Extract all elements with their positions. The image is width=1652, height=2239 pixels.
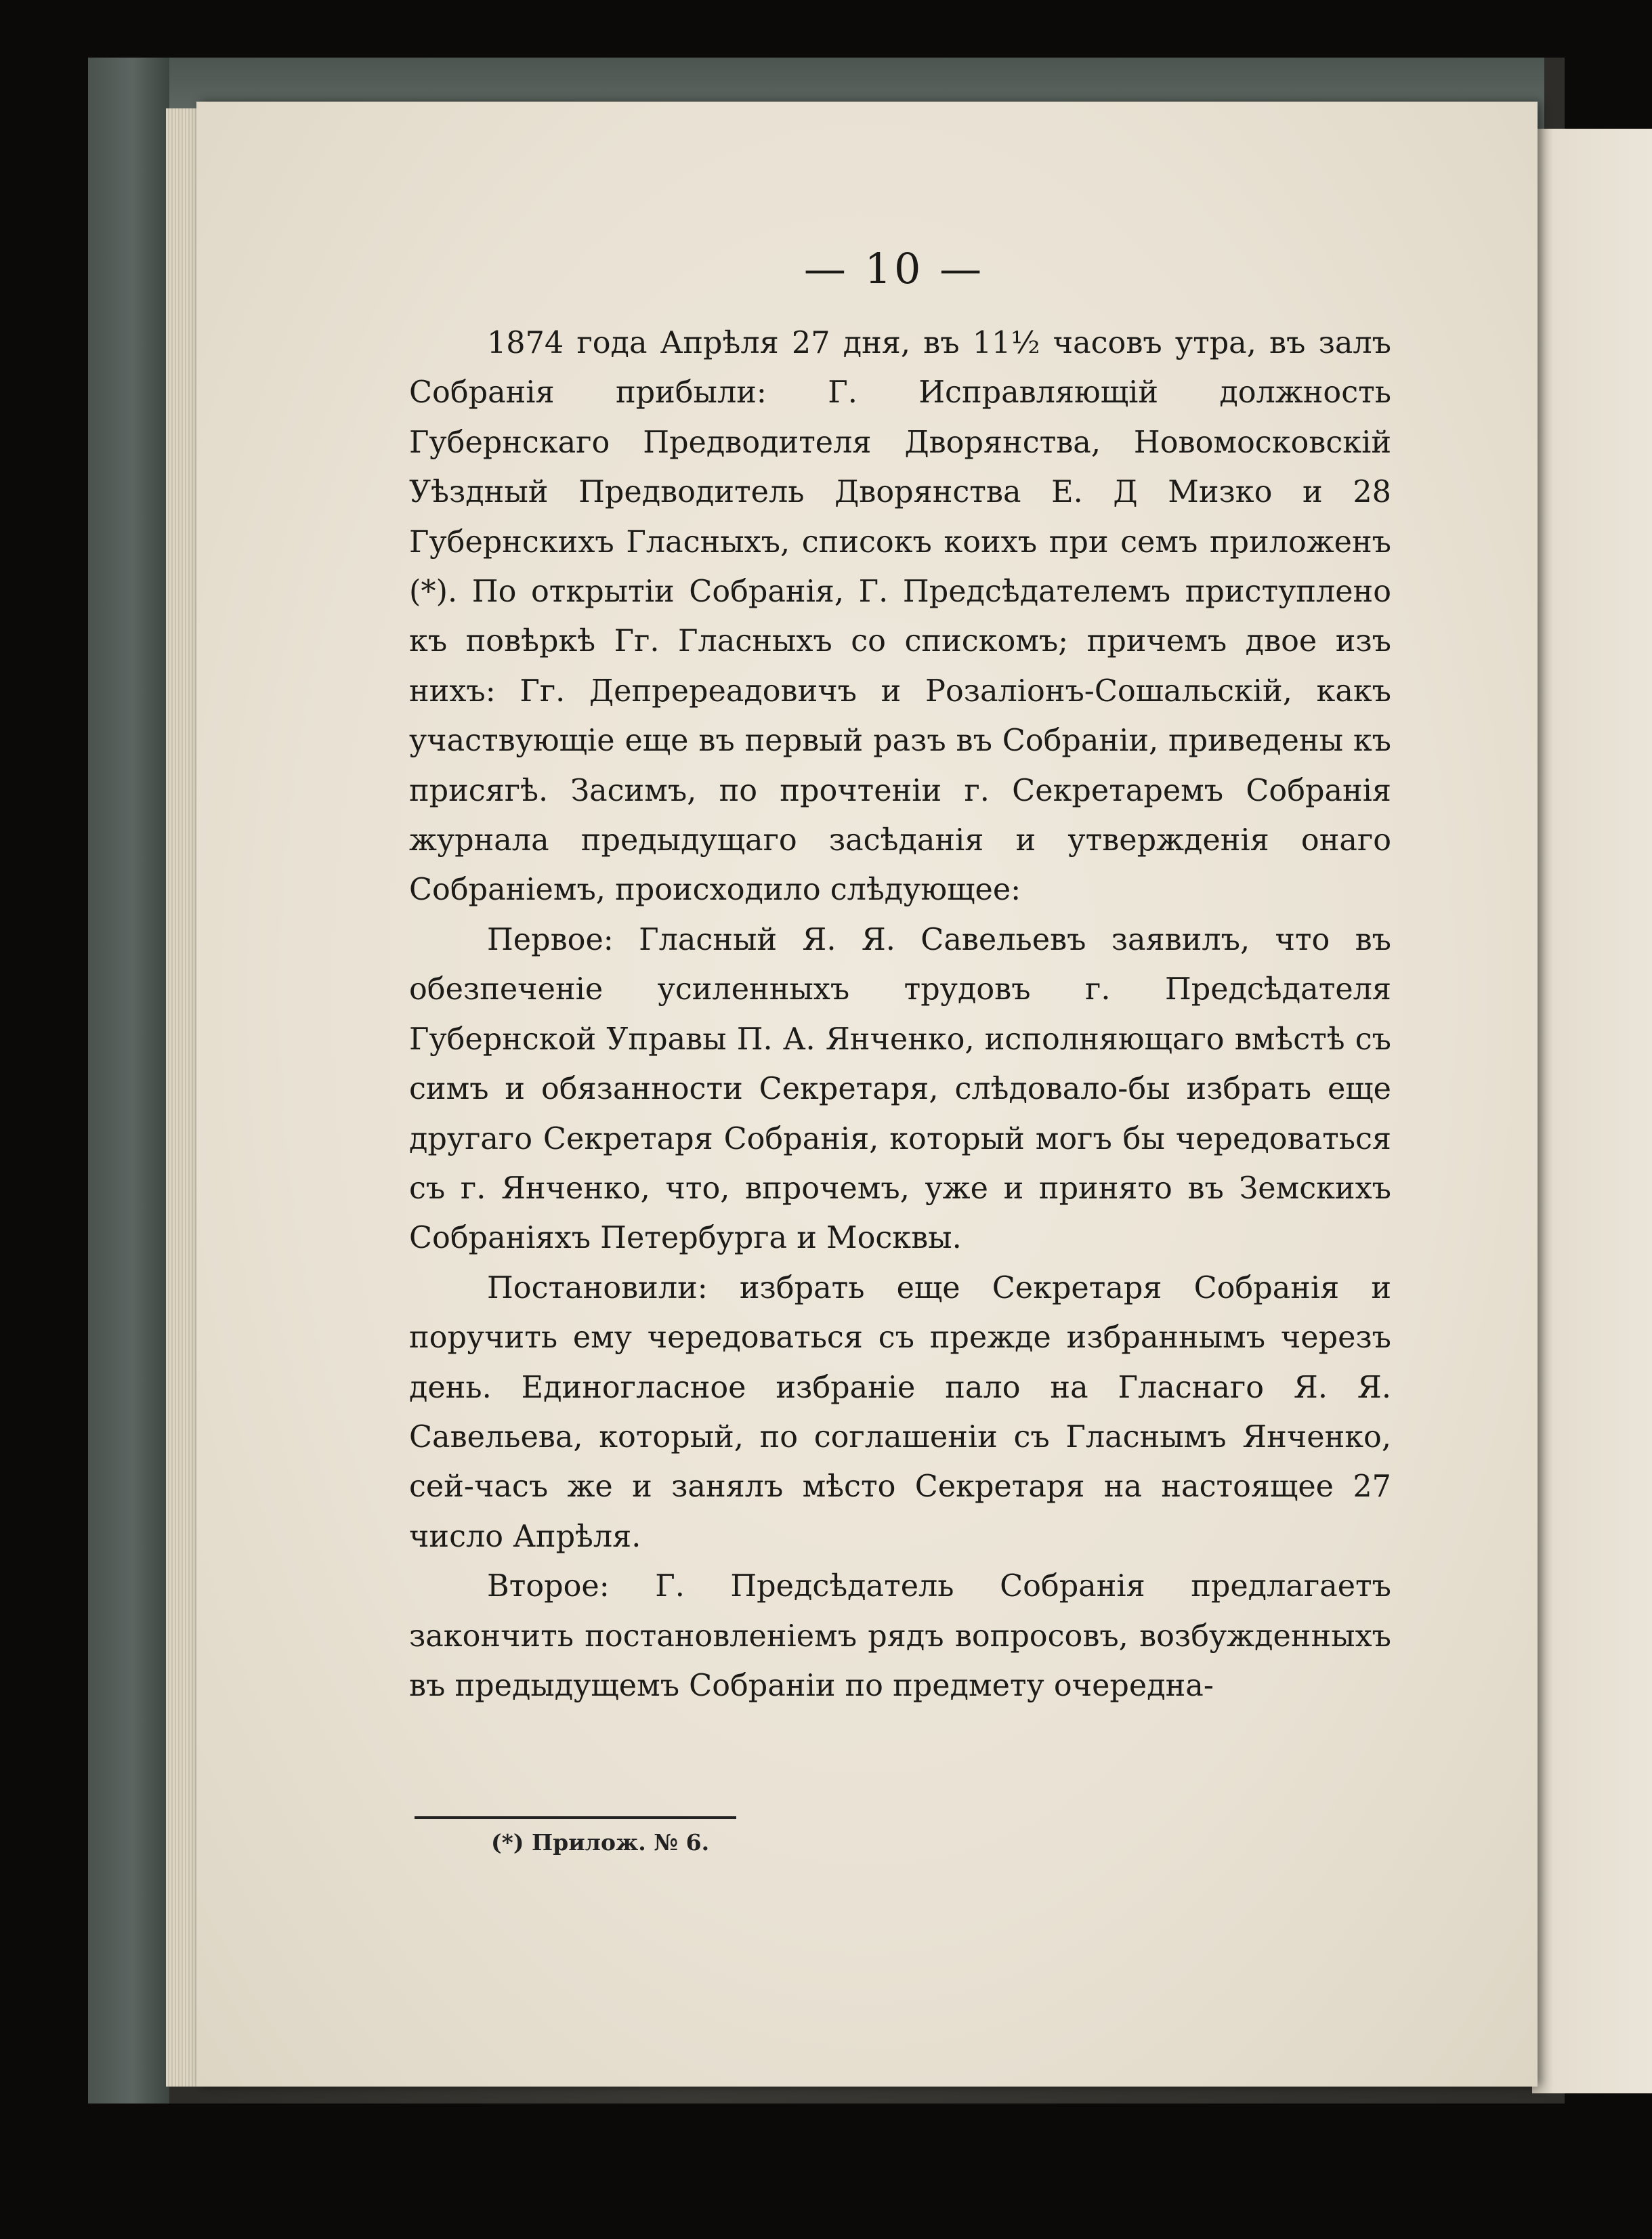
page-number: — 10 — — [803, 244, 985, 293]
footnote: (*) Прилож. № 6. — [491, 1829, 710, 1856]
adjacent-page-edge — [1532, 129, 1652, 2093]
body-text — [409, 318, 1391, 1711]
paragraph-first-item: Первое: Гласный Я. Я. Савельевъ заявилъ, что въ обезпеченіе усиленныхъ трудовъ г. Предсѣдателя Губернской Управы П. А. Янченко, исполняющаго вмѣстѣ съ симъ и обязанности Секретаря, слѣдовало-бы избрать еще другаго Секретаря Собранія, который могъ бы чередоваться съ г. Янченко, что, впрочемъ, уже и принято въ Земскихъ Собраніяхъ Петербурга и Москвы. — [409, 922, 1391, 1256]
paragraph-resolution: Постановили: избрать еще Секретаря Собранія и поручить ему чередоваться съ прежде избраннымъ черезъ день. Единогласное избраніе пало на Гласнаго Я. Я. Савельева, который, по соглашеніи съ Гласнымъ Янченко, сей-часъ же и занялъ мѣсто Секретаря на настоящее 27 число Апрѣля. — [409, 1270, 1391, 1554]
paragraph-opening: 1874 года Апрѣля 27 дня, въ 11½ часовъ утра, въ залъ Собранія прибыли: Г. Исправляющій должность Губернскаго Предводителя Дворянства, Новомосковскій Уѣздный Предводитель Дворянства Е. Д Мизко и 28 Губернскихъ Гласныхъ, списокъ коихъ при семъ приложенъ (*). По открытіи Собранія, Г. Предсѣдателемъ приступлено къ повѣркѣ Гг. Гласныхъ со спискомъ; причемъ двое изъ нихъ: Гг. Депререадовичъ и Розаліонъ-Сошальскій, какъ участвующіе еще въ первый разъ въ Собраніи, приведены къ присягѣ. Засимъ, по прочтеніи г. Секретаремъ Собранія журнала предыдущаго засѣданія и утвержденія онаго Собраніемъ, происходило слѣдующее: — [409, 326, 1391, 908]
paragraph-second-item: Второе: Г. Предсѣдатель Собранія предлагаетъ закончить постановленіемъ рядъ вопросовъ, возбужденныхъ въ предыдущемъ Собраніи по предмету очередна- — [409, 1569, 1391, 1703]
cover-edge — [88, 58, 169, 2104]
footnote-rule — [415, 1816, 736, 1819]
